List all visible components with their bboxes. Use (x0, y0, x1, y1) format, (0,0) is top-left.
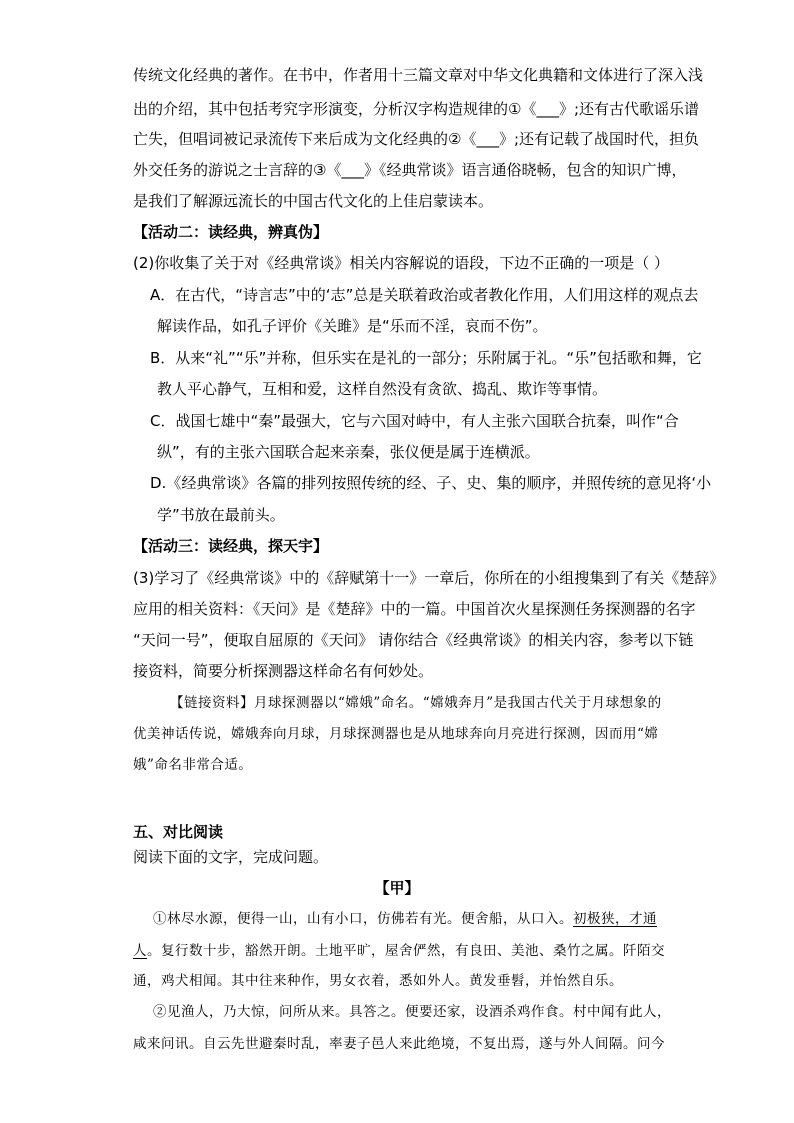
activity2-heading: 【活动二：读经典，辨真伪】 (133, 223, 329, 241)
link-material-line-1: 【链接资料】月球探测器以“嫦娥”命名。“嫦娥奔月”是我国古代关于月球想象的 (170, 695, 662, 711)
activity3-question-line-3: “天问一号”，便取自屈原的《天问》 请你结合《经典常谈》的相关内容，参考以下链 (133, 631, 694, 649)
option-a-line-2: 解读作品，如孔子评价《关雎》是“乐而不淫，哀而不伤”。 (157, 317, 548, 335)
option-c-line-2: 纵”，有的主张六国联合起来亲秦，张仪便是属于连横派。 (157, 443, 540, 461)
intro-line-1: 传统文化经典的著作。在书中，作者用十三篇文章对中华文化典籍和文体进行了深入浅 (133, 66, 704, 84)
section5-instruction: 阅读下面的文字，完成问题。 (133, 848, 329, 866)
passage-jia-title: 【甲】 (374, 879, 420, 897)
passage-p1-line-1 (153, 908, 657, 930)
activity2-question: (2)你收集了关于对《经典常谈》相关内容解说的语段，下边不正确的一项是（ ） (133, 254, 670, 272)
option-b-line-2: 教人平心静气，互相和爱，这样自然没有贪欲、捣乱、欺诈等事情。 (157, 380, 608, 398)
passage-p1-line-3: 通，鸡犬相闻。其中往来种作，男女衣着，悉如外人。黄发垂髫，并怡然自乐。 (133, 973, 623, 989)
section5-heading: 五、对比阅读 (133, 823, 224, 841)
underlined-phrase-end: 人 (133, 943, 147, 959)
intro-line-5: 是我们了解源远流长的中国古代文化的上佳启蒙读本。 (133, 192, 494, 210)
passage-p1-line-1-text: ①林尽水源，便得一山，山有小口，仿佛若有光。便舍船，从口入。 (153, 911, 573, 927)
intro-line-3: 亡失，但唱词被记录流传下来后成为文化经典的②《___》;还有记载了战国时代，担负 (133, 130, 700, 148)
passage-p1-line-2 (133, 940, 665, 962)
link-material-line-2: 优美神话传说，嫦娥奔向月球，月球探测器也是从地球奔向月亮进行探测，因而用“嫦 (133, 726, 659, 742)
option-a-line-1: A．在古代，“诗言志”中的‘志”总是关联着政治或者教化作用，人们用这样的观点去 (150, 286, 699, 304)
intro-line-2: 出的介绍，其中包括考究字形演变，分析汉字构造规律的①《___》;还有古代歌谣乐谱 (133, 100, 700, 118)
passage-p1-line-2-text: 。复行数十步，豁然开朗。土地平旷，屋舍俨然，有良田、美池、桑竹之属。阡陌交 (147, 943, 665, 959)
activity3-question-line-2: 应用的相关资料：《天问》是《楚辞》中的一篇。中国首次火星探测任务探测器的名字 (133, 600, 696, 618)
intro-line-4: 外交任务的游说之士言辞的③《___》《经典常谈》语言通俗晓畅，包含的知识广博， (133, 161, 687, 179)
option-d-line-1: D.《经典常谈》各篇的排列按照传统的经、子、史、集的顺序，并照传统的意见将‘小 (150, 474, 712, 492)
activity3-heading: 【活动三：读经典，探天宇】 (133, 537, 329, 555)
option-c-line-1: C．战国七雄中“秦”最强大，它与六国对峙中，有人主张六国联合抗秦，叫作“合 (150, 412, 679, 430)
option-d-line-2: 学”书放在最前头。 (157, 506, 285, 524)
passage-p2-line-1: ②见渔人，乃大惊，问所从来。具答之。便要还家，设酒杀鸡作食。村中闻有此人， (153, 1004, 671, 1020)
option-b-line-1: B．从来“礼”“乐”并称，但乐实在是礼的一部分；乐附属于礼。“乐”包括歌和舞，它 (150, 349, 702, 367)
activity3-question-line-4: 接资料，简要分析探测器这样命名有何妙处。 (133, 662, 434, 680)
activity3-question-line-1: (3)学习了《经典常谈》中的《辞赋第十一》一章后，你所在的小组搜集到了有关《楚辞》 (133, 569, 725, 587)
underlined-phrase: 初极狭，才通 (573, 911, 657, 927)
passage-p2-line-2: 咸来问讯。自云先世避秦时乱，率妻子邑人来此绝境，不复出焉，遂与外人间隔。问今 (133, 1036, 665, 1052)
link-material-line-3: 娥”命名非常合适。 (133, 757, 253, 773)
